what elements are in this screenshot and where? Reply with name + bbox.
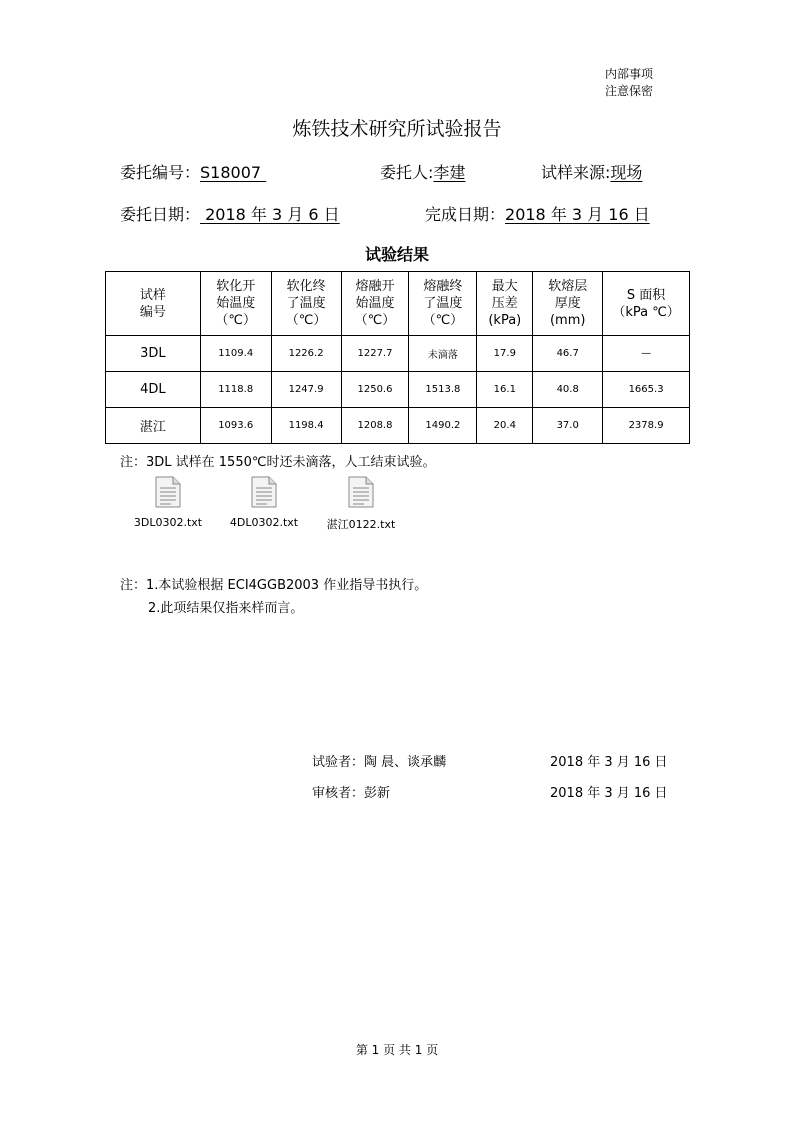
cell-value: 1490.2 bbox=[409, 408, 477, 444]
cell-value: 1093.6 bbox=[200, 408, 271, 444]
client-no-label: 委托编号： bbox=[120, 163, 201, 182]
results-section-title: 试验结果 bbox=[364, 245, 429, 264]
client-field bbox=[380, 160, 465, 183]
header-sample-no: 试样 编号 bbox=[106, 272, 201, 336]
cell-value: 1208.8 bbox=[341, 408, 409, 444]
text-file-icon bbox=[155, 476, 181, 508]
attachment-4dl0302[interactable] bbox=[219, 476, 309, 529]
attachment-3dl0302[interactable] bbox=[123, 476, 213, 529]
cell-value: 1118.8 bbox=[200, 372, 271, 408]
cell-value: 37.0 bbox=[533, 408, 603, 444]
cell-value: — bbox=[603, 336, 690, 372]
client-no-value: S18007 bbox=[200, 163, 262, 182]
date-field bbox=[120, 202, 340, 225]
cell-value: 2378.9 bbox=[603, 408, 690, 444]
note-line-2: 2.此项结果仅指来样而言。 bbox=[148, 601, 304, 616]
header-max-pressure: 最大 压差 (kPa) bbox=[477, 272, 533, 336]
cell-value: 46.7 bbox=[533, 336, 603, 372]
note-line-1: 注：1.本试验根据 ECI4GGB2003 作业指导书执行。 bbox=[120, 578, 428, 593]
cell-value: 1198.4 bbox=[271, 408, 341, 444]
cell-value: 1250.6 bbox=[341, 372, 409, 408]
done-field bbox=[425, 202, 650, 225]
cell-value: 17.9 bbox=[477, 336, 533, 372]
confidential-mark bbox=[605, 66, 653, 100]
cell-sample: 3DL bbox=[106, 336, 201, 372]
done-label: 完成日期： bbox=[425, 205, 506, 224]
table-header-row bbox=[106, 272, 690, 336]
table-row bbox=[106, 372, 690, 408]
header-softening-start: 软化开 始温度 （℃） bbox=[200, 272, 271, 336]
header-melting-start: 熔融开 始温度 （℃） bbox=[341, 272, 409, 336]
header-s-area: S 面积 （kPa ℃） bbox=[603, 272, 690, 336]
cell-value: 16.1 bbox=[477, 372, 533, 408]
cell-value: 40.8 bbox=[533, 372, 603, 408]
results-table bbox=[105, 271, 690, 444]
confidential-line-2: 注意保密 bbox=[605, 84, 654, 98]
cell-sample: 4DL bbox=[106, 372, 201, 408]
done-value: 2018 年 3 月 16 日 bbox=[505, 205, 650, 224]
text-file-icon bbox=[251, 476, 277, 508]
header-layer-thickness: 软熔层 厚度 (mm) bbox=[533, 272, 603, 336]
cell-value: 1227.7 bbox=[341, 336, 409, 372]
text-file-icon bbox=[348, 476, 374, 508]
tester-names: 陶 晨、谈承麟 bbox=[364, 755, 447, 770]
table-row bbox=[106, 336, 690, 372]
attachment-zhanjiang0122[interactable] bbox=[316, 476, 406, 532]
cell-value: 1109.4 bbox=[200, 336, 271, 372]
reviewer-date: 2018 年 3 月 16 日 bbox=[550, 786, 668, 801]
reviewer-signature bbox=[312, 782, 390, 801]
cell-value: 1513.8 bbox=[409, 372, 477, 408]
reviewer-name: 彭新 bbox=[364, 786, 391, 801]
report-title: 炼铁技术研究所试验报告 bbox=[292, 118, 502, 140]
cell-value: 20.4 bbox=[477, 408, 533, 444]
header-softening-end: 软化终 了温度 （℃） bbox=[271, 272, 341, 336]
source-value: 现场 bbox=[610, 163, 643, 182]
cell-value: 未滴落 bbox=[409, 336, 477, 372]
tester-signature bbox=[312, 751, 446, 770]
client-no-field bbox=[120, 160, 266, 183]
attachment-name: 3DL0302.txt bbox=[133, 516, 203, 529]
cell-value: 1247.9 bbox=[271, 372, 341, 408]
reviewer-label: 审核者： bbox=[312, 786, 365, 801]
attachment-name: 湛江0122.txt bbox=[326, 518, 396, 531]
cell-value: 1226.2 bbox=[271, 336, 341, 372]
page-footer: 第 1 页 共 1 页 bbox=[355, 1043, 439, 1057]
cell-sample: 湛江 bbox=[106, 408, 201, 444]
tester-label: 试验者： bbox=[312, 755, 365, 770]
tester-date: 2018 年 3 月 16 日 bbox=[550, 755, 668, 770]
source-label: 试样来源: bbox=[541, 163, 611, 182]
confidential-line-1: 内部事项 bbox=[605, 67, 654, 81]
client-label: 委托人: bbox=[380, 163, 434, 182]
attachment-name: 4DL0302.txt bbox=[229, 516, 299, 529]
date-label: 委托日期： bbox=[120, 205, 201, 224]
header-melting-end: 熔融终 了温度 （℃） bbox=[409, 272, 477, 336]
table-row bbox=[106, 408, 690, 444]
cell-value: 1665.3 bbox=[603, 372, 690, 408]
client-value: 李建 bbox=[433, 163, 466, 182]
date-value: 2018 年 3 月 6 日 bbox=[205, 205, 340, 224]
table-note: 注：3DL 试样在 1550℃时还未滴落，人工结束试验。 bbox=[120, 455, 436, 470]
source-field bbox=[541, 160, 642, 183]
